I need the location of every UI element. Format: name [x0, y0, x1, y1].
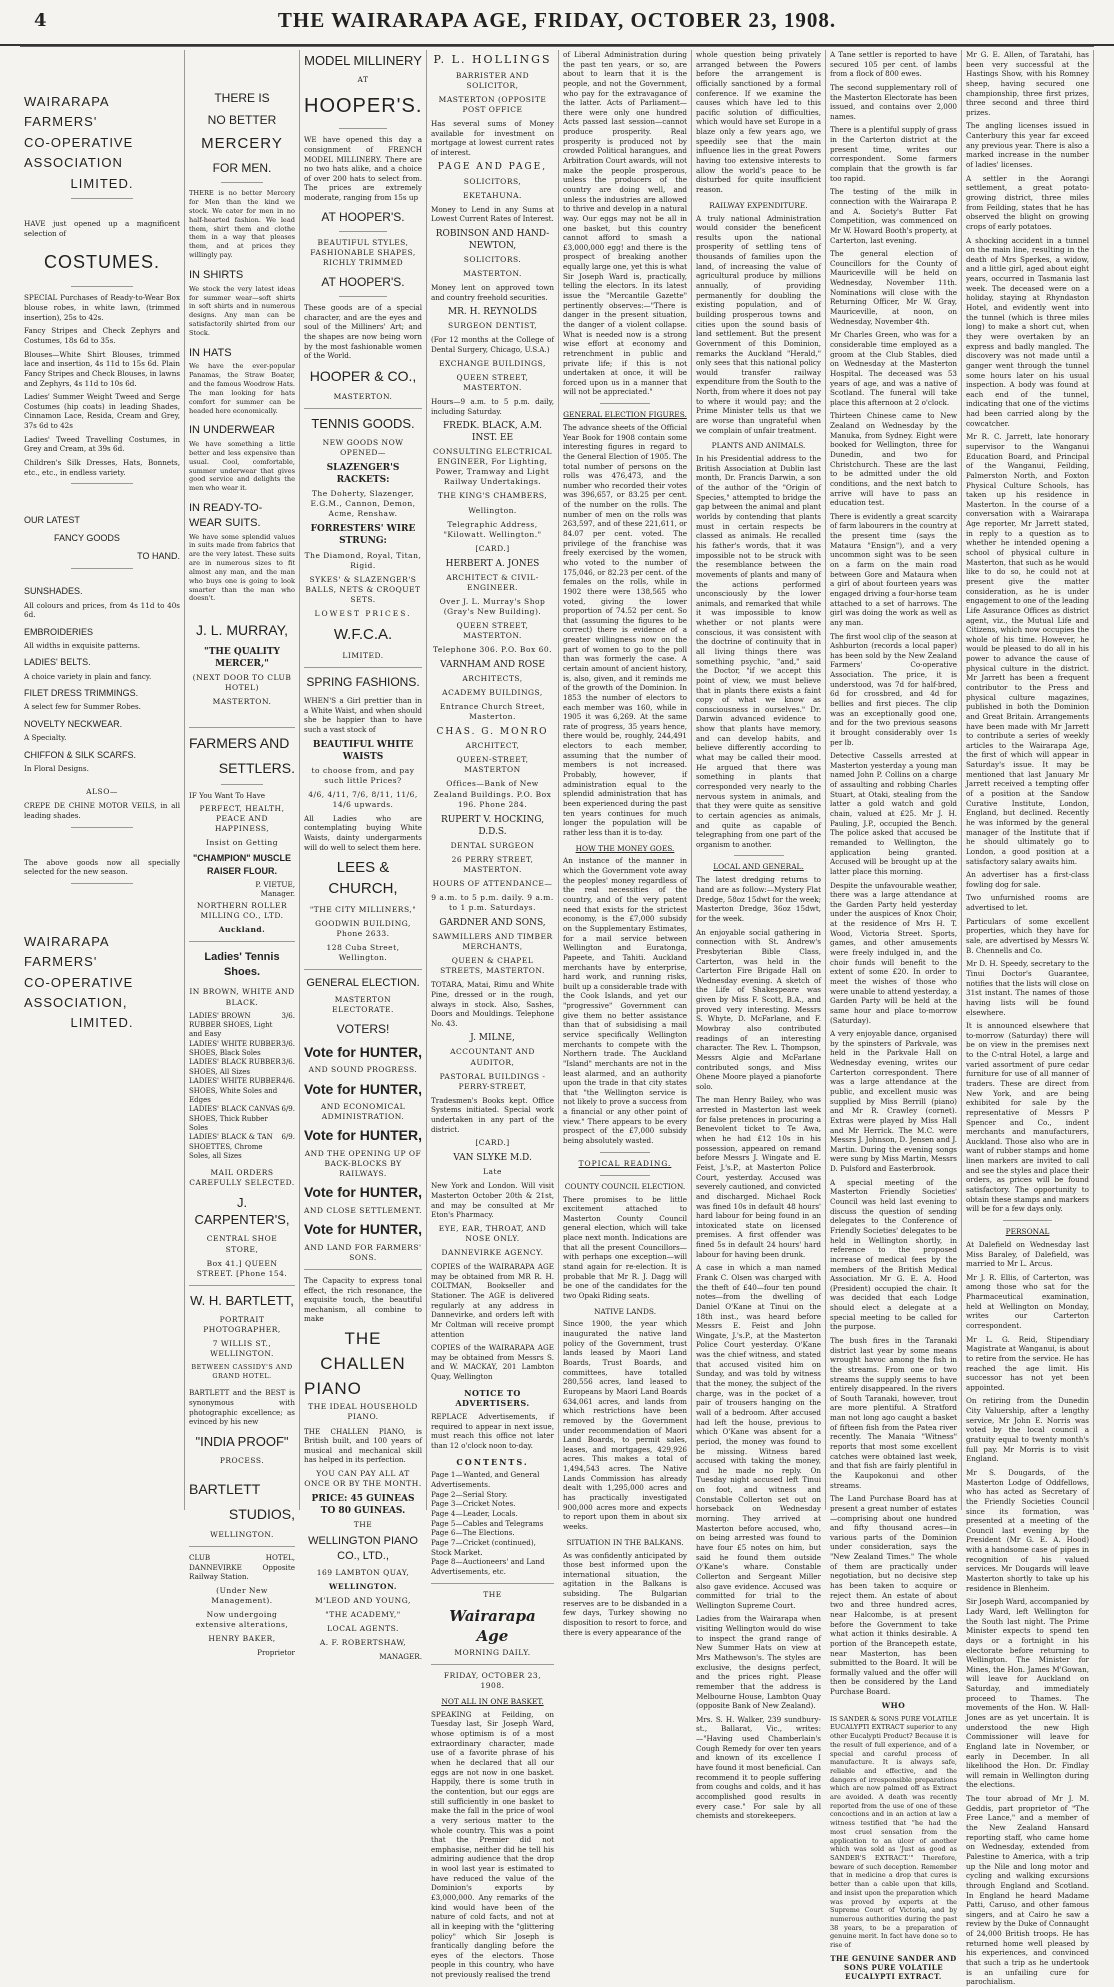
balkans-heading: SITUATION IN THE BALKANS.: [566, 1537, 684, 1547]
monro-name: CHAS. G. MONRO: [436, 727, 549, 738]
the-label: THE: [353, 1520, 373, 1530]
news-para: The bush fires in the Taranaki district last year by some means wrought havoc among the fish in the streams. From one or two streams the supply seems to have entirely disappeared. In the rivers of South Taranaki, however, trout are more plentiful. A Stratford man not long ago caught a basket of fifteen fish from the Patea river recently. The Manaia "Witness" reports that most some excellent catches were obtained last week, and that fish are fairly plentiful in the Kaupokonui and other streams.: [830, 1336, 957, 1490]
goods-text: These goods are of a special character, and are the eyes and soul of the Milliners' Art; and the shapes are now being worn by the most fashionable women of the World.: [304, 303, 422, 361]
readyto-heading: IN READY-TO-WEAR SUITS.: [189, 502, 263, 529]
piano-word: PIANO: [304, 1378, 362, 1398]
carpenter-box: Box 41.] QUEEN STREET. [Phone 154.: [196, 1258, 288, 1278]
sunshades-text: All colours and prices, from 4s 11d to 40s 6d.: [24, 600, 180, 620]
figures-heading: GENERAL ELECTION FIGURES.: [563, 410, 687, 420]
totara-text: TOTARA, Matai, Rimu and White Pine, dressed or in the rough, always in stock. Also, Sashes, Doors and Mouldings. Telephone No. 43.: [431, 980, 554, 1028]
waist-prices: 4/6, 4/11, 7/6, 8/11, 11/6, 14/6 upwards.: [308, 789, 418, 809]
spring-text: WHEN'S a Girl prettier than in a White Waist, and when should she be happier than to have such a vast stock of: [304, 696, 422, 734]
hocking-name: RUPERT V. HOCKING, D.D.S.: [440, 814, 545, 837]
piano-the: THE: [344, 1329, 382, 1349]
vote-line: Vote for HUNTER,: [304, 1221, 422, 1238]
sunshades-heading: SUNSHADES.: [24, 586, 83, 597]
figures-text: The advance sheets of the Official Year Book for 1908 contain some interesting figures in regard to the General Election of 1905. The total number of persons on the rolls was 476,473, and the number who recorded their votes was 396,657, or 83.25 per cent. of the number on the rolls. The number of men on the rolls was 263,597, and of these 221,611, or 84.07 per cent. voted. The privilege of the franchise was freely exercised by the women, who voted to the number of 175,046, or 82.23 per cent. of the females on the rolls, while in 1902 there were 138,565 who voted, giving the lower proportion of 74.52 per cent. So that (assuming the figures to be correct) there is evidence of a greater willingness now on the part of women to go to the poll than was formerly the case. A certain amount of ancient history, is, also, given, and it reminds me of the growth of the Dominion. In 1853 the number of electors to each member was 160, while in 1905 it was 6,269. At the same rate of progress, 35 years hence, there would be, roughly, 244,491 electors to each member, assuming that the number of members is not increased. Probably, however, if administration equal to the splendid administration that has been experienced during the past ten years continues for much longer the population will be rather less than it is to-day.: [563, 422, 687, 837]
shoe-row: LADIES' BLACK CANVAS SHOES, Thick Rubber Soles 6/9.: [189, 1105, 295, 1133]
general-election: GENERAL ELECTION.: [306, 976, 420, 989]
money-text: An instance of the manner in which the Government vote away the peoples' money regardless of the real necessities of the country, and of the very patent need that exists for the strictest economy, is the £7,000 subsidy on the Supplementary Estimates, for a mail service between Wellington and Euratonga, Papeete, and Tahiti. Auckland merchants have by enterprise, hard work, and running risks, built up a considerable trade with the Cook Islands, and yet our "progressive" Government can give them no better assistance than that of subsidising a mail service specifically Wellington merchants to compete with the Northern trade. The Auckland "Island" merchants are not in the least alarmed, and an authority upon the trade in that city states that "the Wellington service is not likely to prove a success from a financial or any other point of view." There appears to be every prospect of the £7,000 subsidy being absolutely wasted.: [563, 856, 687, 1146]
news-para: Mr D. H. Speedy, secretary to the Tinui Doctor's Guarantee, notifies that the lists will close on 31st instant. The names of those having lists will be found elsewhere.: [966, 959, 1089, 1017]
costume-item: SPECIAL Purchases of Ready-to-Wear Box blouse robes, in white lawn, (trimmed insertion), 25s to 42s.: [24, 293, 180, 322]
queen-street: QUEEN STREET, MASTERTON.: [456, 372, 529, 392]
personal-para: Mr S. Dougards, of the Masterton Lodge of Oddfellows, who has acted as Secretary of the Friendly Societies Council since its formation, was presented at a meeting of the Council last evening by the President (Mr G. E. A. Hood) with a handsome case of pipes in recognition of his valued services. Mr Dougards will leave Masterton shortly to take up his residence in Blenheim.: [966, 1467, 1089, 1593]
vanslyke-text: New York and London. Will visit Masterton October 20th & 21st, and may be consulted at Mr Eton's Pharmacy.: [431, 1181, 554, 1220]
hooper-co: HOOPER & CO.,: [309, 367, 417, 384]
shoe-row: LADIES' WHITE RUBBER SHOES, White Soles and Edges 4/6.: [189, 1077, 295, 1104]
club-hotel: CLUB HOTEL, DANNEVIRKE Opposite Railway Station.: [189, 1552, 295, 1582]
forresters-heading: FORRESTERS' WIRE STRUNG:: [310, 524, 416, 547]
railway-heading: RAILWAY EXPENDITURE.: [709, 200, 808, 210]
fancy-goods-line: FANCY GOODS: [54, 533, 120, 544]
news-para: The first wool clip of the season at Ashburton (records a local paper) has been sold by the New Zealand Farmers' Co-operative Association. The price, it is understood, was 7d for half-bred, 6d for crossbred, and 4d for bellies and first pieces. The clip was an exceptionally good one, and for the two previous seasons it brought considerably over 1s per lb.: [830, 631, 957, 747]
now-under: Now undergoing extensive alterations,: [195, 1609, 289, 1630]
spring-heading: SPRING FASHIONS.: [306, 674, 420, 689]
piano-intro: The Capacity to express tonal effect, the rich resonance, the exquisite touch, the beautiful mechanism, all combine to make: [304, 1275, 422, 1324]
local-para: A case in which a man named Frank C. Olsen was charged with the theft of £40—four ten pound notes—from the dwelling of Daniel O'Kane at Tinui on the 18th inst., was heard before Messrs E. Feist and John Wingate, J.'s.P., at the Masterton Police Court yesterday. O'Kane was the chief witness, and stated that accused visited him on Sunday, and was told by witness that the money, the subject of the charge, was in the pocket of a pair of trousers hanging on the wall of a bedroom. After accused had left the house, previous to which O'Kane was absent for a period, the money was found to be missing. Witness bared accused with taking the money, and he made no reply. On Tuesday night accused left Tinui on foot, and witness and Constable Collerton set out on horseback on Wednesday morning. They arrived at Masterton before accused, who, on being arrested was found to have four £5 notes on him, but said he found them outside O'Kane's whare. Constable Collerton and Sergeant Miller also gave evidence. Accused was committed for trial to the Wellington Supreme Court.: [696, 1263, 821, 1610]
milne-name: J. MILNE,: [470, 1033, 515, 1044]
carpenter-name: J. CARPENTER'S,: [194, 1194, 290, 1228]
fancy-goods-line: TO HAND.: [137, 551, 180, 562]
wellington-label: WELLINGTON.: [210, 1529, 274, 1539]
news-para: Mr Charles Green, who was for a considerable time employed as a groom at the Club Stables, died on Wednesday at the Masterton Hospital. The deceased was 53 years of age, and was a native of Scotland. The funeral will take place this afternoon at 2 o'clock.: [830, 330, 957, 407]
local-agents: LOCAL AGENTS.: [327, 1623, 399, 1633]
champion-flour: "CHAMPION" MUSCLE RAISER FLOUR.: [192, 853, 292, 876]
wfca-line: LIMITED.: [70, 1015, 134, 1031]
filet-text: A select few for Summer Robes.: [24, 702, 141, 712]
wfca-line: WAIRARAPA: [24, 94, 110, 109]
jones-name: HERBERT A. JONES: [445, 558, 540, 569]
belts-text: A choice variety in plain and fancy.: [24, 671, 152, 681]
surgeon-dentist: SURGEON DENTIST,: [447, 321, 538, 331]
news-para: Mr R. C. Jarrett, late honorary supervisor to the Wanganui Education Board, and Principal of the Wanganui, Feilding, Palmerston North, and Foxton Physical Culture Schools, has taken up his residence in Masterton. In the course of a conversation with a Wairarapa Age reporter, Mr Jarrett stated, in reply to a question as to whether he intended opening a school of physical culture in Masterton, that such as he would like to do so, he could not at present give the matter consideration, as he is under engagement to one of the leading Life Assurance Offices as district agent, viz., the Mutual Life and Citizens, which now occupies the whole of his time. However, he would be pleased to do all in his power to advance the cause of physical culture in the district. Mr Jarrett has been a frequent contributor to the Press and physical culture magazines, published in both the Dominion and Great Britain. Arrangements have been made with Mr Jarrett to contribute a series of weekly articles to the Wairarapa Age, the first of which will appear in Saturday's issue. It may be mentioned that last January Mr Jarrett received a tempting offer of a position at the Sandow Curative Institute, London, England, but declined. Recently he was informed by the general manager of the Institute that if he should ultimately go to London, a good position at a satisfactory salary awaits him.: [966, 432, 1089, 866]
varnham-name: VARNHAM AND ROSE: [440, 660, 545, 671]
personal-para: Mr J. R. Ellis, of Carterton, was among those who sat for the Pharmaceutical examination, held at Wellington on Monday, writes our Carterton correspondent.: [966, 1272, 1089, 1330]
attendance-times: 9 a.m. to 5 p.m. daily. 9 a.m. to 1 p.m. Saturdays.: [431, 892, 554, 912]
reynolds-name: MR. H. REYNOLDS: [447, 307, 538, 318]
news-para: Particulars of some excellent properties, which they have for sale, are advertised by Messrs W. B. Chennells and Co.: [966, 916, 1089, 955]
pastoral-buildings: PASTORAL BUILDINGS - PERRY-STREET,: [439, 1071, 546, 1091]
bartlett-studios: BARTLETT: [189, 1481, 261, 1498]
also-label: ALSO—: [86, 787, 118, 797]
wfca-line: FARMERS': [24, 954, 98, 970]
balkans-continued: whole question being privately arranged between the Powers before the arrangement is officially sanctioned by a formal conference. If we examine the causes which have led to this pacific solution of difficulties, which would have set Europe in a blaze only a few years ago, we speedily see that the main influence lies in the great Powers having too extensive interests to allow the world's peace to be disturbed for quite insufficient reason.: [696, 50, 821, 194]
fancy-goods-line: OUR LATEST: [24, 515, 80, 526]
shirts-heading: IN SHIRTS: [189, 268, 244, 281]
millinery-text: WE have opened this day a consignment of FRENCH MODEL MILLINERY. There are no two hats alike, and a choice of over 200 hats to select from. The prices are extremely moderate, ranging from 15s up: [304, 135, 422, 203]
embroideries-text: All widths in exquisite patterns.: [24, 640, 141, 650]
shoe-row: LADIES' WHITE RUBBER SHOES, Black Soles 3/6.: [189, 1039, 295, 1058]
page-text: Money to Lend in any Sums at Lowest Current Rates of Interest.: [431, 204, 554, 224]
dannevirke-agency: DANNEVIRKE AGENCY.: [441, 1248, 544, 1258]
hats-text: We have the ever-popular Panamas, the Straw Boater, and the famous Woodrow Hats. The man looking for hats comfort for summer can be headed here economically.: [189, 362, 295, 415]
railway-text: A truly national Administration would consider the beneficent results upon the national prosperity of settling tens of thousands of families upon the land, of increasing the value of agricultural produce by millions annually, of providing permanently for doubling the existing population, and of building prosperous towns and cities upon the sound basis of land settlement. But the present Government of this Dominion, remarks the Auckland "Herald," only sees that this national policy would transfer railway expenditure from the South to the North, from where it does not pay to where it would pay; and the Prime Minister tells us that we are worse than ungrateful when we complain of unfair treatment.: [696, 213, 821, 435]
costume-item: Children's Silk Dresses, Hats, Bonnets, etc., etc., in endless variety.: [24, 458, 180, 477]
morning-daily: MORNING DAILY.: [454, 1647, 531, 1657]
column-6: [692, 50, 826, 1821]
column-2: [185, 50, 300, 1658]
bartlett-text: BARTLETT and the BEST is synonymous with photographic excellence; as evinced by his new: [189, 1388, 295, 1427]
mercery-line: NO BETTER: [207, 113, 277, 128]
price-guineas: PRICE: 45 GUINEAS TO 80 GUINEAS.: [311, 1494, 415, 1517]
process-label: PROCESS.: [219, 1456, 265, 1466]
at-hoopers: AT HOOPER'S.: [321, 209, 405, 224]
contents-item: Page 4—Leader, Locals.: [431, 1509, 518, 1519]
embroideries-heading: EMBROIDERIES: [24, 626, 94, 637]
murray-addr: (NEXT DOOR TO CLUB HOTEL): [192, 673, 292, 693]
news-para: There is a plentiful supply of grass in the Carterton district at the present time, writes our correspondent. Some farmers complain that the growth is far too rapid.: [830, 125, 957, 183]
hollings-addr: MASTERTON (OPPOSITE POST OFFICE: [438, 94, 547, 114]
millinery-heading: MODEL MILLINERY: [304, 53, 422, 68]
wellington-label: Wellington.: [468, 505, 517, 515]
local-para: Ladies from the Wairarapa when visiting Wellington would do wise to inspect the grand range of New Summer Hats on view at Mrs Mathewson's. The styles are exclusive, the designs perfect, and the prices right. Please remember that the address is Melbourne House, Lambton Quay (opposite Bank of New Zealand).: [696, 1614, 821, 1711]
news-para: A shocking accident in a tunnel on the main line, resulting in the death of Mrs Sperkes, a widow, and a little girl, aged about eight years, occurred in Tasmania last week. The deceased were on a holiday, staying at Rhyndaston Hotel, and evidently went into the tunnel (which is three miles long) to make a short cut, when they were overtaken by an express and badly mangled. The discovery was not made until a ganger went through the tunnel some hours later on his usual inspection. A body was found at each end of the tunnel, indicating that one of the victims had been carried along by the cowcatcher.: [966, 235, 1089, 428]
architect-label: ARCHITECT & CIVIL-ENGINEER.: [446, 572, 539, 592]
news-para: Thirteen Chinese came to New Zealand on Wednesday by the Manuka, from Sydney. Eight were booked for Wellington, three for Dunedin, and two for Christchurch. These are the last to be admitted under the old conditions, and the next batch to arrive will have to pass an education test.: [830, 411, 957, 508]
wfca-line: LIMITED.: [70, 175, 134, 191]
wellington-label: WELLINGTON.: [328, 1581, 398, 1591]
news-para: The testing of the milk in connection with the Wairarapa P. and A. Society's Butter Fat Competition, was commenced on Mr W. Howard Booth's property, at Carterton, last evening.: [830, 187, 957, 245]
mail-orders: MAIL ORDERS CAREFULLY SELECTED.: [189, 1167, 295, 1187]
gardner-name: GARDNER AND SONS,: [439, 918, 546, 928]
newspaper-title: THE WAIRARAPA AGE, FRIDAY, OCTOBER 23, 1908.: [277, 8, 837, 32]
architects-label: ARCHITECTS,: [462, 674, 523, 684]
hoopers-heading: HOOPER'S.: [304, 95, 423, 118]
mleod-young: M'LEOD AND YOUNG,: [315, 1595, 411, 1605]
column-1: [20, 50, 185, 1510]
perry-street: 26 PERRY STREET, MASTERTON.: [451, 854, 534, 874]
vote-sub: AND ECONOMICAL ADMINISTRATION.: [320, 1102, 406, 1122]
lambton-quay: 169 LAMBTON QUAY,: [316, 1567, 410, 1577]
hours-text: Hours—9 a.m. to 5 p.m. daily, including Saturday.: [431, 396, 554, 416]
neckwear-heading: NOVELTY NECKWEAR.: [24, 718, 123, 729]
plants-text: In his Presidential address to the British Association at Dublin last month, Dr. Francis Darwin, a son of the author of the "Origin of Species," attempted to bridge the gap between the animal and plant worlds by contending that plants must in certain respects be classed as animals. He recalled his father's words, that it was impossible not to be struck with the resemblance between the movements of plants and many of the actions performed unconsciously by the lower animals, and remarked that while it was impossible to know whether or not plants were conscious, it was consistent with the doctrine of continuity that in all living things there was something psychic, "and," said the Doctor, "if we accept this point of view, we must believe that in plants there exists a faint copy of what we know as consciousness in ourselves." Dr. Darwin advanced evidence to show that plants have memory, and can develop habits, and believe differently according to what may be called their mood. He argued that there was something in plants that corresponded very nearly to the nervous system in animals, and that they were quite as sensitive to certain agencies as animals, and quite as capable of telegraphing from one part of the organism to another.: [696, 454, 821, 849]
ideal-piano: THE IDEAL HOUSEHOLD PIANO.: [308, 1402, 418, 1422]
wfca-line: FARMERS': [24, 114, 98, 130]
baker-name: HENRY BAKER,: [208, 1634, 276, 1644]
notice-text: REPLACE Advertisements, if required to appear in next issue, must reach this office not later than 12 o'clock noon to-day.: [431, 1412, 554, 1451]
robinson-name: ROBINSON AND HAND-NEWTON,: [435, 228, 550, 251]
chiffon-text: In Floral Designs.: [24, 763, 89, 773]
murray-tag: "THE QUALITY MERCER,": [204, 646, 280, 669]
bartlett-name: W. H. BARTLETT,: [190, 1292, 294, 1308]
news-para: An advertiser has a first-class fowling dog for sale.: [966, 870, 1089, 889]
wfca-line: ASSOCIATION: [24, 155, 123, 171]
architect-label: ARCHITECT,: [465, 741, 520, 751]
local-para: An enjoyable social gathering in connection with St. Andrew's Presbyterian Bible Class, Carterton, was held in the Carterton Fire Brigade Hall on Wednesday evening. A sketch of the Life of Shakespeare was given by Miss F. Scott, B.A., and proved very interesting. Messrs S. Whyte, D. McFarlane, and F. Mowbray also contributed readings of an interesting character. The Rev. L. Thompson, Messrs Algie and McFarlane contributed songs, and Miss Ohene Moore played a pianoforte solo.: [696, 927, 821, 1091]
closing-text: The above goods now all specially selected for the new season.: [24, 857, 180, 877]
consulting-text: CONSULTING ELECTRICAL ENGINEER, For Lighting, Power, Tramway and Light Railway Undertakings.: [432, 447, 553, 487]
vote-sub: AND LAND FOR FARMERS' SONS.: [304, 1242, 422, 1262]
city-milliners: "THE CITY MILLINERS,": [309, 904, 417, 914]
money-heading: HOW THE MONEY GOES.: [575, 843, 675, 853]
lees-church: LEES & CHURCH,: [328, 859, 398, 897]
card-label: [CARD.]: [475, 1138, 510, 1148]
at-label: AT: [357, 75, 369, 85]
contents-item: Page 2—Serial Story.: [431, 1489, 508, 1499]
readyto-text: We have some splendid values in suits made from fabrics that are the very latest. These suits are in numerous sizes to fit almost any man, and the man who buys one is going to look smarter than the man who doesn't.: [189, 532, 295, 603]
monro-offices: Offices—Bank of New Zealand Buildings. P.O. Box 196. Phone 284.: [433, 779, 552, 809]
waists-heading: BEAUTIFUL WHITE WAISTS: [312, 739, 414, 762]
costume-item: Ladies' Tweed Travelling Costumes, in Grey and Cream, at 39s 6d.: [24, 434, 180, 454]
local-para: The man Henry Bailey, who was arrested in Masterton last week for false pretences in procuring a Benevolent ticket to Te Awa, when he had £12 10s in his possession, appeared on remand before Messrs J. Wingate and E. Feist, J.'s.P., at Masterton Police Court, yesterday. Accused was severely cautioned, and convicted and discharged. Michael Rock was fined 10s in default 48 hours' hard labour for being found in an intoxicated state on licensed premises. A first offender was fined 5s in default 24 hours' hard labour for having been drunk.: [696, 1095, 821, 1259]
news-para: Despite the unfavourable weather, there was a large attendance at the Garden Party held yesterday under the auspices of Knox Choir, at the residence of Mrs H. T. Wood, Victoria Street. Sports, games, and other amusements were freely indulged in, and the choir funds will benefit to the extent of some £20. In order to meet the wishes of those who were unable to attend yesterday, a Garden Party will be held at the same hour and place to-morrow (Saturday).: [830, 880, 957, 1025]
leader-continued: of Liberal Administration during the past ten years, or so, are about to learn that it is the people, and not the Government, who pay for the extravagance of the latter. Acts of Parliament—there were only one hundred Acts passed last session—cannot produce prosperity. Real prosperity is produced not by crowded Political harangues, and Arbitration Court awards, will not make the people prosperous, unless the producers of the country are doing well, and unless the industries are allowed to thrive and develop in a natural way. Our eggs may not be all in one basket, but this country cannot afford to smash a £3,000,000 egg! and there is the prospect of breaking another equally large one, yet this is what Sir Joseph Ward is, practically, telling the electors. In its latest issue the "Mercantile Gazette" pertinently observes:—"There is danger in the present situation, the danger of a violent collapse. What is needed now is a strong wise effort at economy and retrenchment in public and private life; if this is not undertaken at once, it will be forced upon us in a manner that will not be appreciated.": [563, 50, 687, 397]
forresters-list: The Diamond, Royal, Titan, Rigid.: [304, 550, 422, 570]
willis-addr: 7 WILLIS ST., WELLINGTON.: [210, 1339, 274, 1359]
contents-item: Page 5—Cables and Telegrams: [431, 1518, 544, 1528]
news-para: A very enjoyable dance, organised by the spinsters of Parkvale, was held in the Parkvale Hall on Wednesday evening, writes our Carterton correspondent. There was a large attendance at the public, and excellent music was supplied by Miss Berrill (piano) and Mr R. Crawley (cornet). Extras were played by Miss Hall and Mr Herrick. The M.C. were Messrs J. Johnson, D. Jensen and J. Martin. During the evening songs were sung by Miss Martin, Messrs D. Pulsford and Easterbrook.: [830, 1029, 957, 1174]
contents-heading: CONTENTS.: [456, 1456, 529, 1467]
vote-line: Vote for HUNTER,: [304, 1080, 422, 1097]
solicitors-label: SOLICITORS,: [463, 176, 522, 186]
sawmillers: SAWMILLERS AND TIMBER MERCHANTS,: [432, 932, 553, 952]
tradesmen-text: Tradesmen's Books kept. Office Systems initiated. Special work undertaken in any part of the district.: [431, 1095, 554, 1134]
wairarapa-age-masthead: Wairarapa Age: [449, 1606, 536, 1645]
vote-line: Vote for HUNTER,: [304, 1127, 422, 1144]
page-page: PAGE AND PAGE,: [437, 162, 548, 173]
contents-item: Page 3—Cricket Notes.: [431, 1499, 516, 1509]
slazenger-list: The Doherty, Slazenger, E.G.M., Cannon, Demon, Acme, Renshaw.: [310, 489, 416, 519]
jones-queen: QUEEN STREET, MASTERTON.: [456, 620, 529, 640]
reynolds-text: (For 12 months at the College of Dental Surgery, Chicago, U.S.A.): [431, 335, 554, 355]
manager-label: Manager.: [260, 889, 295, 899]
costumes-heading: COSTUMES.: [43, 252, 160, 273]
sander-ad: IS SANDER & SONS PURE VOLATILE EUCALYPTI EXTRACT superior to any other Eucalypti Product? Because it is the result of full experience, and of a special and careful process of manufacture. It is always safe, reliable and effective, and the dangers of irresponsible preparations which are now palmed off as Extract are avoided. A death was recently reported from the use of one of these concoctions and in an action at law a witness testified that "he had the most cruel sensation from the application to an ulcer of another which was sold as 'Just as good as SANDER'S EXTRACT.'" Therefore, beware of such deception. Remember that in medicine a drop that cures is better than a cable upon that kills, and insist upon the preparation which was proved by experts at the Supreme Court of Victoria, and by numerous authorities during the past 38 years, to be a preparation of genuine merit. In fact have done so to rise of: [830, 1714, 957, 1950]
genuine-sander: THE GENUINE SANDER AND SONS PURE VOLATILE EUCALYPTI EXTRACT.: [830, 1953, 957, 1982]
masterton-label: MASTERTON.: [333, 391, 393, 401]
vanslyke-name: VAN SLYKE M.D.: [453, 1153, 532, 1164]
perfect-text: PERFECT, HEALTH, PEACE AND HAPPINESS,: [199, 804, 285, 834]
insist-text: Insist on Getting: [205, 838, 278, 848]
vote-sub: AND CLOSE SETTLEMENT.: [304, 1206, 422, 1216]
mercery-text: THERE is no better Mercery for Men than the kind we stock. We cater for men in no half-hearted fashion. We lead them, shirt them and clothe them in a way that pleases them, and at prices they willingly pay.: [189, 189, 295, 260]
dental-surgeon: DENTAL SURGEON: [450, 840, 535, 850]
hats-heading: IN HATS: [189, 346, 232, 359]
electorate: MASTERTON ELECTORATE.: [332, 994, 394, 1014]
solicitors-label: SOLICITORS.: [463, 255, 522, 264]
vote-sub: AND THE OPENING UP OF BACK-BLOCKS BY RAILWAYS.: [304, 1149, 422, 1179]
filet-heading: FILET DRESS TRIMMINGS.: [24, 688, 139, 699]
eye-ear: EYE, EAR, THROAT, AND NOSE ONLY.: [438, 1223, 547, 1243]
mercery-line: MERCERY: [201, 135, 283, 153]
underwear-text: We have something a little better and less expensive than usual. Cool, comfortable, summer underwear that gives good service and delights the men who wear it.: [189, 440, 295, 493]
neckwear-text: A Specialty.: [24, 732, 67, 742]
personal-para: Mr L. G. Reid, Stipendiary Magistrate at Wanganui, is about to retire from the service. He has reached the age limit. His successor has not yet been appointed.: [966, 1334, 1089, 1392]
hollings-role: BARRISTER AND SOLICITOR,: [455, 70, 530, 90]
wfca-line: ASSOCIATION,: [24, 995, 128, 1011]
shirts-text: We stock the very latest ideas for summer wear—soft shirts in soft shirts and in numerous designs. Any man can be satisfactorily shirted from our Stock.: [189, 284, 295, 337]
belts-heading: LADIES' BELTS.: [24, 657, 91, 668]
kings-chambers: THE KING'S CHAMBERS,: [437, 491, 548, 501]
wfca-line: CO-OPERATIVE: [24, 974, 134, 990]
personal-para: Sir Joseph Ward, accompanied by Lady Ward, left Wellington for the South last night. The Prime Minister expects to spend ten days or a fortnight in his electorate before returning to Wellington. The Minister for Mines, the Hon. James M'Gowan, will leave for Auckland on Saturday, and immediately proceed to Thames. The movements of the Hon. W. Hall-Jones are as yet uncertain. It is understood the new High Commissioner will leave for England late in November, or early in December. In all likelihood the Hon. Dr. Findlay will remain in Wellington during the elections.: [966, 1597, 1089, 1790]
shoe-colors: IN BROWN, WHITE AND BLACK.: [189, 987, 295, 1007]
carpenter-addr: CENTRAL SHOE STORE,: [206, 1234, 278, 1254]
vote-line: Vote for HUNTER,: [304, 1043, 422, 1060]
contemplating-text: All Ladies who are contemplating buying White Waists, dainty undergarments will do well to select them here.: [304, 813, 422, 852]
masthead: [0, 0, 1114, 46]
news-para: There is evidently a great scarcity of farm labourers in the country at the present time (says the Mataura "Ensign"), and a very uncommon sight was to be seen on a farm on the main road between Gore and Mataura when a girl of about fourteen years was engaged driving a four-horse team attached to a set of harrows. The girl was doing the work as well as any man.: [830, 511, 957, 627]
news-para: It is announced elsewhere that to-morrow (Saturday) there will be on view in the premises next to the C-ntral Hotel, a large and varied assortment of pure cedar furniture for use of all manner of traders. These are direct from New York, and are being exhibited for sale by the representative of Messrs P Spencer and Co., indent merchants and manufacturers, Auckland. Those also who are in want of rubber stamps and home linen markers are invited to call and see the styles and place their orders, as prices will be found satisfactory. The opportunity to obtain these stamps and markers will be for a few days only.: [966, 1021, 1089, 1214]
vote-line: Vote for HUNTER,: [304, 1184, 422, 1201]
underwear-heading: IN UNDERWEAR: [189, 424, 275, 437]
tennis-shoes-heading: Ladies' Tennis Shoes.: [204, 950, 280, 978]
shoe-row: LADIES' BROWN RUBBER SHOES, Light and Easy 3/6.: [189, 1011, 295, 1039]
leader-text: SPEAKING at Feilding, on Tuesday last, Sir Joseph Ward, whose optimism is of a most extraordinary character, made use of a favorite phrase of his when he declared that all our eggs are not now in one basket. Happily, there is some truth in the contention, but our eggs are still sufficiently in one basket to make the fall in the price of wool a very serious matter to the whole country. This was a point that the Premier did not emphasise, neither did he tell his admiring audience that the drop in wool last year is estimated to have reduced the value of the Dominion's exports by £3,000,000. Any remarks of the kind would have been of the nature of cold facts, and not at all in keeping with the "glittering policy" which Sir Joseph is frantically dangling before the eyes of the electors. Those people in this country, who have not previously realised the trend: [431, 1709, 554, 1980]
voters: VOTERS!: [336, 1021, 390, 1036]
under-new: (Under New Management).: [211, 1585, 273, 1605]
shoe-row: LADIES' BLACK & TAN SHOETTES, Chrome Soles, all Sizes 6/9.: [189, 1133, 295, 1161]
news-para: Two unfurnished rooms are advertised to let.: [966, 893, 1089, 913]
personal-para: On retiring from the Dunedin City Valuership, after a lengthy service, Mr John E. Norris was voted by the local council a gratuity equal to twenty month's full pay. Mr Morris is to visit England.: [966, 1396, 1089, 1464]
news-para: The second supplementary roll of the Masterton Electorate has been issued, and contains over 2,000 names.: [830, 82, 957, 121]
news-para: A special meeting of the Masterton Friendly Societies' Council was held last evening to discuss the question of sending delegates to the Conference of Friendly Societies' delegates to be held in Wellington shortly, in reference to the proposed increase of medical fees by the members of the British Medical Association. Mr G. E. A. Hood (President) occupied the chair. It was decided that each Lodge should elect a delegate at a special meeting to be called for the purpose.: [830, 1177, 957, 1332]
cuba-street: 128 Cuba Street, Wellington.: [326, 942, 400, 962]
accountant: ACCOUNTANT AND AUDITOR,: [450, 1047, 535, 1067]
eketahuna-label: EKETAHUNA.: [463, 190, 522, 200]
hollings-name: P. L. HOLLINGS: [433, 53, 552, 66]
roller-mills: NORTHERN ROLLER MILLING CO., LTD.: [196, 900, 288, 920]
masterton-label: MASTERTON.: [463, 269, 522, 279]
costume-item: Ladies' Summer Weight Tweed and Serge Costumes (hip coats) in leading Shades, Cinnamon Lace, Resida, Cream and Grey, 37s 6d to 42s: [24, 392, 180, 431]
council-heading: COUNTY COUNCIL ELECTION.: [564, 1181, 686, 1191]
church-entrance: Entrance Church Street, Masterton.: [439, 702, 546, 722]
leader-heading: NOT ALL IN ONE BASKET.: [441, 1696, 544, 1706]
column-8: [962, 50, 1094, 1987]
academy-label: "THE ACADEMY,": [325, 1609, 401, 1619]
hollings-text: Has several sums of Money available for investment on mortgage at lowest current rates of interest.: [431, 118, 554, 157]
manager-label: MANAGER.: [379, 1652, 422, 1662]
telegraphic-address: Telegraphic Address, "Kilowatt. Wellington.": [443, 519, 542, 539]
tennis-heading: TENNIS GOODS.: [311, 415, 415, 431]
crepe-text: CREPE DE CHINE MOTOR VEILS, in all leading shades.: [24, 801, 180, 820]
card-label: [CARD.]: [475, 543, 510, 553]
native-heading: NATIVE LANDS.: [593, 1306, 657, 1316]
page-number: 4: [34, 10, 47, 31]
auckland-label: Auckland.: [218, 924, 266, 934]
wfca-label: W.F.C.A.: [333, 625, 393, 643]
council-text: There promises to be little excitement attached to Masterton County Council general election, which will take place next month. Indications are that all the present Councillors—with perhaps one exception—will stand again for re-election. It is probable that Mr R. J. Dagg will be one of the candidates for the two Opaki Riding seats.: [563, 1194, 687, 1300]
news-para: A Tane settler is reported to have secured 105 per cent. of lambs from a flock of 800 ewes.: [830, 50, 957, 79]
limited-label: LIMITED.: [342, 650, 384, 660]
masthead-the: THE: [483, 1589, 502, 1599]
goodwin-building: GOODWIN BUILDING, Phone 2633.: [315, 918, 411, 938]
local-heading: LOCAL AND GENERAL.: [713, 862, 804, 872]
farmers-line: FARMERS AND: [189, 735, 290, 752]
telephone: Telephone 306. P.O. Box 60.: [432, 645, 553, 655]
between-addr: BETWEEN CASSIDY'S AND GRAND HOTEL.: [191, 1363, 293, 1380]
balkans-text: As was confidently anticipated by those best informed upon the international situation, the agitation in the Balkans is subsiding. The Bulgarian reserves are to be disbanded in a few days, Turkey showing no disposition to resort to force, and there is every appearance of the: [563, 1550, 687, 1637]
native-text: Since 1900, the year which inaugurated the native land policy of the Government, trust lands leased by Maori Land Boards, Trust Boards, and committees, have totalled 280,556 acres, land leased to Europeans by Maori Land Boards 634,061 acres, and lands from which restrictions have been removed by the Government under recommendation of Maori Land Boards, to permit sales, leases, and mortgages, 429,926 acres. This makes a total of 1,494,543 acres. The Native Lands Commission has already dealt with 1,295,000 acres and has practically investigated 900,000 acres more and expects to report upon them in about six weeks.: [563, 1319, 687, 1531]
personal-heading: PERSONAL: [1005, 1226, 1050, 1236]
contents-item: Page 7—Cricket (continued), Stock Market.: [431, 1537, 536, 1557]
local-para: The latest dredging returns to hand are as follow:—Mystery Flat Dredge, 58oz 15dwt for the week; Masterton Dredge, 36oz 15dwt, for the week.: [696, 875, 821, 923]
costumes-intro: HAVE just opened up a magnificent selection of: [24, 219, 180, 238]
news-para: The angling licenses issued in Canterbury this year far exceed any previous year. There is also a marked increase in the number of ladies' licenses.: [966, 121, 1089, 170]
attendance-heading: HOURS OF ATTENDANCE—: [432, 878, 553, 888]
shoe-row: LADIES' BLACK RUBBER SHOES, All Sizes 3/6.: [189, 1058, 295, 1076]
murray-name: J. L. MURRAY,: [195, 622, 289, 639]
wellington-piano: WELLINGTON PIANO CO., LTD.,: [308, 1535, 418, 1563]
ifyou-text: IF You Want To Have: [189, 790, 266, 800]
queen-chapel: QUEEN & CHAPEL STREETS, MASTERTON.: [440, 956, 545, 976]
exchange-buildings: EXCHANGE BUILDINGS,: [439, 358, 546, 368]
news-para: A settler in the Aorangi settlement, a great potato-growing district, three miles from Feilding, states that he has observed the blight on growing crops of early potatoes.: [966, 173, 1089, 231]
costume-item: Fancy Stripes and Check Zephyrs and Costumes, 18s 6d to 35s.: [24, 326, 180, 345]
farmers-line: SETTLERS.: [218, 759, 295, 776]
mercery-line: THERE IS: [214, 91, 270, 105]
personal-para: The tour abroad of Mr J. M. Geddis, part proprietor of "The Free Lance," and a member of the New Zealand Hansard reporting staff, who came home on Wednesday, extended from Palestine to America, with a trip up the Nile and long motor and cycling and walking excursions through England and Scotland. In England he heard Madame Patti, Caruso, and other famous singers, and at Cairo he saw a review by the Duke of Connaught of 24,000 British troops. He has returned home well pleased by his experiences, and convinced that such a trip as he undertook is an unfailing cure for parochialism.: [966, 1794, 1089, 1987]
column-5: [559, 50, 692, 1637]
issue-date: FRIDAY, OCTOBER 23, 1908.: [443, 1670, 542, 1690]
pay-all: YOU CAN PAY ALL AT ONCE OR BY THE MONTH.: [304, 1469, 422, 1489]
contents-item: Page 8—Auctioneers' and Land Advertisements, etc.: [431, 1557, 545, 1576]
column-7: [826, 50, 962, 1982]
local-para: Mrs. S. H. Walker, 239 sundbury-st., Ballarat, Vic., writes:—"Having used Chamberlain's Cough Remedy for over ten years and known of its excellence I have found it most beneficial. Can recommend it to people suffering from coughs and colds, and it has accomplished good results in every case." For sale by all chemists and storekeepers.: [696, 1714, 821, 1821]
india-proof: "INDIA PROOF": [195, 1433, 289, 1449]
beautiful-styles: BEAUTIFUL STYLES, FASHIONABLE SHAPES, RICHLY TRIMMED: [310, 237, 416, 267]
vote-sub: AND SOUND PROGRESS.: [308, 1065, 418, 1075]
news-para: The Land Purchase Board has at present a great number of estates—comprising about one hundred and fifty thousand acres—in various parts of the Dominion under consideration, says the "New Zealand Times." The whole of them are practically under negotiation, but no decisive step has been taken to acquire or reject them. An estate of about two and three hundred acres, near Halcombe, is at present before the Government to take what action it thinks desirable. A portion of the Brancepeth estate, near Masterton, has been submitted to the Board. It will be formally valued and the offer will then be considered by the Land Purchase Board.: [830, 1494, 957, 1697]
news-para: Mr G. E. Allen, of Taratahi, has been very successful at the Hastings Show, with his Romney sheep, having secured one championship, three first prizes, three second and three third prizes.: [966, 50, 1089, 117]
copies-text-2: COPIES of the WAIRARAPA AGE may be obtained from Messrs S. and W. MACKAY, 201 Lambton Quay, Wellington: [431, 1343, 554, 1382]
proprietor-label: Proprietor: [257, 1648, 295, 1658]
balls-text: SYKES' & SLAZENGER'S BALLS, NETS & CROQUET SETS.: [305, 574, 421, 604]
murray-town: MASTERTON.: [212, 697, 272, 707]
choose-text: to choose from, and pay such little Prices?: [311, 765, 415, 785]
vietue-name: P. VIETUE,: [255, 879, 295, 889]
piano-challen: CHALLEN: [320, 1353, 406, 1373]
who-label: WHO: [881, 1700, 906, 1710]
column-4: [427, 50, 559, 1980]
lowest-prices: LOWEST PRICES.: [314, 608, 412, 618]
photographer: PORTRAIT PHOTOGRAPHER,: [203, 1315, 281, 1335]
academy-buildings: ACADEMY BUILDINGS,: [442, 688, 543, 698]
costume-item: Blouses—White Shirt Blouses, trimmed lace and insertion, 4s 11d to 15s 6d. Plain Fancy Stripes and Check Blouses, in lawns and Zephyrs, 4s 11d to 10s 6d.: [24, 349, 181, 388]
slazenger-heading: SLAZENGER'S RACKETS:: [326, 463, 400, 486]
masthead-rule: [20, 46, 1094, 47]
challen-text: THE CHALLEN PIANO, is British built, and 100 years of musical and mechanical skill has helped in its perfection.: [304, 1426, 422, 1465]
plants-heading: PLANTS AND ANIMALS.: [711, 441, 806, 451]
wfca-line: CO-OPERATIVE: [24, 134, 134, 150]
vanslyke-late: Late: [483, 1167, 502, 1177]
robertshaw-name: A. F. ROBERTSHAW,: [319, 1638, 407, 1647]
column-3: [300, 50, 427, 1662]
new-goods: NEW GOODS NOW OPENED—: [322, 438, 404, 458]
jones-addr: Over J. L. Murray's Shop (Gray's New Building).: [439, 596, 546, 616]
robinson-text: Money lent on approved town and country freehold securities.: [431, 283, 554, 302]
chiffon-heading: CHIFFON & SILK SCARFS.: [24, 749, 137, 760]
black-name: FREDK. BLACK, A.M. INST. EE: [442, 421, 543, 444]
notice-heading: NOTICE TO ADVERTISERS.: [455, 1387, 530, 1409]
personal-para: At Dalefield on Wednesday last Miss Baraley, of Dalefield, was married to Mr L. Arcus.: [966, 1239, 1089, 1269]
contents-item: Page 6—The Elections.: [431, 1528, 515, 1538]
monro-addr: QUEEN-STREET, MASTERTON: [456, 755, 529, 775]
topical-heading: TOPICAL READING.: [578, 1158, 672, 1168]
contents-item: Page 1—Wanted, and General Advertisements.: [431, 1470, 540, 1490]
mercery-line: FOR MEN.: [212, 161, 272, 176]
copies-text: COPIES of the WAIRARAPA AGE may be obtained from MR R. H. COLTMAN, Bookseller and Stationer. The AGE is delivered regularly at any address in Dannevirke, and orders left with Mr Coltman will receive prompt attention: [431, 1262, 554, 1339]
bartlett-studios: STUDIOS,: [228, 1506, 295, 1523]
news-para: Detective Cassells arrested at Masterton yesterday a young man named John P. Collins on a charge of assaulting and robbing Charles Stuart, at Otaki, stealing from the latter a gold watch and gold chain, valued at £25. Mr J. H. Pauling, J.P., occupied the Bench. The police asked that accused be remanded to Wellington, the application being granted. Accused will be brought up at the latter place this morning.: [830, 751, 957, 876]
at-hoopers: AT HOOPER'S.: [321, 274, 405, 289]
news-para: The general election of Councillors for the County of Mauriceville will be held on Wednesday, November 11th. Nominations will close with the Returning Officer, Mr W. Gray, Mauriceville, at noon, on Wednesday, November 4th.: [830, 249, 957, 326]
wfca-line: WAIRARAPA: [24, 933, 110, 949]
